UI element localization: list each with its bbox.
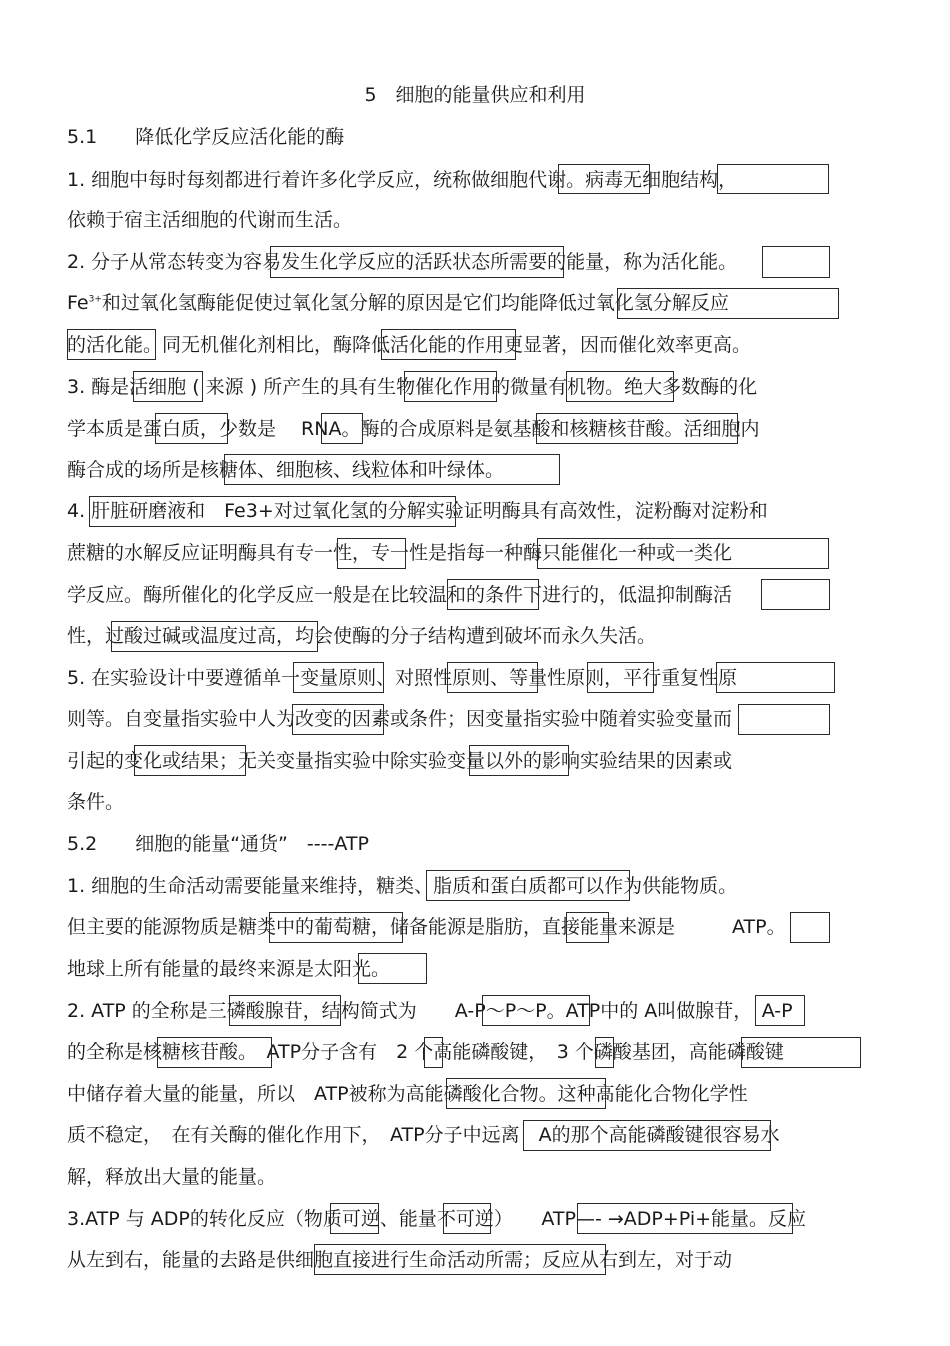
section-heading-5-1: 5.1 降低化学反应活化能的酶: [67, 126, 345, 148]
answer-box: [761, 579, 830, 610]
paragraph-line: 2. ATP 的全称是三磷酸腺苷，结构简式为 A-P～P～P。ATP中的 A叫做腺苷， A-P: [67, 1000, 793, 1022]
paragraph-line: 引起的变化或结果；无关变量指实验中除实验变量以外的影响实验结果的因素或: [67, 750, 733, 772]
paragraph-line: 酶合成的场所是核糖体、细胞核、线粒体和叶绿体。: [67, 459, 505, 481]
paragraph-line: 解，释放出大量的能量。: [67, 1166, 277, 1188]
paragraph-line: 性，过酸过碱或温度过高，均会使酶的分子结构遭到破坏而永久失活。: [67, 625, 657, 647]
paragraph-line: 3.ATP 与 ADP的转化反应（物质可逆、能量不可逆） ATP—- →ADP+Pi+能量。反应: [67, 1208, 807, 1230]
paragraph-line: 蔗糖的水解反应证明酶具有专一性，专一性是指每一种酶只能催化一种或一类化: [67, 542, 733, 564]
paragraph-line: 的活化能。同无机催化剂相比，酶降低活化能的作用更显著，因而催化效率更高。: [67, 334, 752, 356]
answer-box: [790, 912, 830, 943]
paragraph-line: 但主要的能源物质是糖类中的葡萄糖，储备能源是脂肪，直接能量来源是 ATP。: [67, 916, 786, 938]
answer-box: [762, 246, 830, 278]
paragraph-line: 则等。自变量指实验中人为改变的因素或条件；因变量指实验中随着实验变量而: [67, 708, 733, 730]
paragraph-line: 质不稳定， 在有关酶的催化作用下， ATP分子中远离 A的那个高能磷酸键很容易水: [67, 1124, 780, 1146]
paragraph-line: 地球上所有能量的最终来源是太阳光。: [67, 958, 391, 980]
paragraph-line: 3. 酶是活细胞 ( 来源 ) 所产生的具有生物催化作用的微量有机物。绝大多数酶的化: [67, 376, 758, 398]
paragraph-line: 依赖于宿主活细胞的代谢而生活。: [67, 209, 353, 231]
paragraph-line: 学本质是蛋白质，少数是 RNA。酶的合成原料是氨基酸和核糖核苷酸。活细胞内: [67, 418, 760, 440]
paragraph-line: 从左到右，能量的去路是供细胞直接进行生命活动所需；反应从右到左，对于动: [67, 1249, 733, 1271]
paragraph-line: $Fe^{3+}$和过氧化氢酶能促使过氧化氢分解的原因是它们均能降低过氧化氢分解反应: [67, 292, 729, 314]
paragraph-line: 条件。: [67, 791, 125, 813]
paragraph-line: 5. 在实验设计中要遵循单一变量原则、对照性原则、等量性原则，平行重复性原: [67, 667, 738, 689]
page-title: 5 细胞的能量供应和利用: [364, 84, 586, 106]
paragraph-line: 1. 细胞中每时每刻都进行着许多化学反应，统称做细胞代谢。病毒无细胞结构，: [67, 169, 738, 191]
section-heading-5-2: 5.2 细胞的能量“通货” ----ATP: [67, 833, 369, 855]
paragraph-line: 4. 肝脏研磨液和 Fe3+对过氧化氢的分解实验证明酶具有高效性，淀粉酶对淀粉和: [67, 500, 768, 522]
paragraph-line: 中储存着大量的能量，所以 ATP被称为高能磷酸化合物。这种高能化合物化学性: [67, 1083, 748, 1105]
paragraph-line: 学反应。酶所催化的化学反应一般是在比较温和的条件下进行的，低温抑制酶活: [67, 584, 733, 606]
paragraph-line: 2. 分子从常态转变为容易发生化学反应的活跃状态所需要的能量，称为活化能。: [67, 251, 738, 273]
paragraph-line: 1. 细胞的生命活动需要能量来维持，糖类、脂质和蛋白质都可以作为供能物质。: [67, 875, 738, 897]
paragraph-line: 的全称是核糖核苷酸。 ATP分子含有 2 个高能磷酸键， 3 个磷酸基团，高能磷酸键: [67, 1041, 784, 1063]
superscript: 3+: [88, 294, 102, 305]
answer-box: [738, 704, 830, 735]
